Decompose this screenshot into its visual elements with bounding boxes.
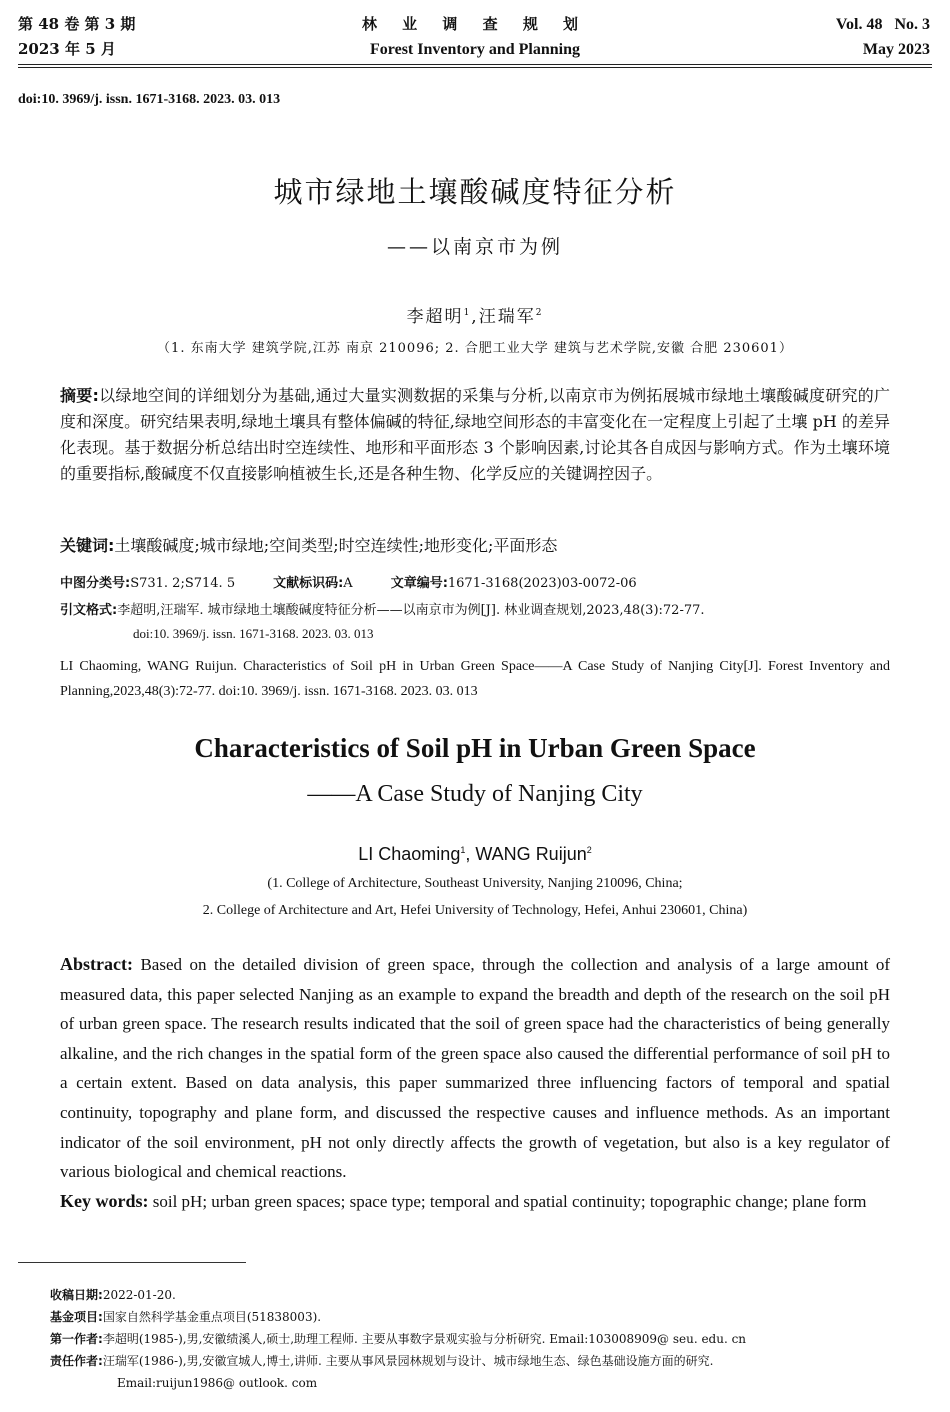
received-label: 收稿日期: [50, 1288, 103, 1302]
abstract-cn [60, 383, 890, 487]
fund-text: 国家自然科学基金重点项目(51838003). [102, 1310, 322, 1324]
abstract-en-label: Abstract: [60, 954, 133, 974]
keywords-en-label: Key words: [60, 1190, 149, 1211]
author-separator: , [471, 307, 479, 327]
volume-en: Vol. 48 No. 3 [835, 16, 930, 33]
journal-title-cn: 林 业 调 查 规 划 [361, 15, 589, 33]
author-name: 李超明 [406, 307, 464, 327]
footnote-rule [18, 1262, 246, 1263]
received-date: 2022-01-20. [102, 1288, 176, 1302]
author-separator: , [465, 844, 476, 864]
first-author-label: 第一作者: [50, 1332, 103, 1346]
doc-code-value: A [343, 576, 353, 591]
author-name: LI Chaoming [358, 844, 461, 864]
affiliation-mark: 1 [463, 308, 472, 318]
clc-label: 中图分类号: [60, 576, 131, 591]
affiliation-en-1: (1. College of Architecture, Southeast University, Nanjing 210096, China; [267, 876, 683, 891]
citation-cn-doi: doi:10. 3969/j. issn. 1671-3168. 2023. 03. 013 [133, 626, 374, 641]
affiliation-en-2: 2. College of Architecture and Art, Hefei University of Technology, Hefei, Anhui 230601, China) [202, 903, 748, 918]
authors-en [0, 844, 950, 865]
author-name: WANG Ruijun [475, 844, 587, 864]
date-cn: 2023 年 5 月 [18, 40, 116, 58]
author-name: 汪瑞军 [478, 307, 536, 327]
abstract-cn-label: 摘要: [60, 386, 99, 405]
article-number-label: 文章编号: [390, 576, 448, 591]
running-header-center [0, 12, 950, 62]
classification-line [60, 572, 900, 596]
doi-line: doi:10. 3969/j. issn. 1671-3168. 2023. 03. 013 [18, 92, 281, 107]
keywords-cn [60, 533, 890, 559]
keywords-cn-text: 土壤酸碱度;城市绿地;空间类型;时空连续性;地形变化;平面形态 [114, 536, 558, 555]
running-header-right [836, 12, 930, 62]
clc-value: S731. 2;S714. 5 [130, 576, 236, 591]
first-author-text: 李超明(1985-),男,安徽绩溪人,硕士,助理工程师. 主要从事数字景观实验与分析研究. Email:103008909@ seu. edu. cn [102, 1332, 747, 1346]
keywords-cn-label: 关键词: [60, 536, 115, 555]
abstract-en-text: Based on the detailed division of green space, through the collection and analysis of a large amount of measured data, this paper selected Nanjing as an example to expand the breadth and depth of the research on the soil pH of urban green space. The research results indicated that the soil of green space had the characteristics of being generally alkaline, and the rich changes in the spatial form of the green space also caused the differential performance of soil pH to a certain extent. Based on data analysis, this paper summarized three influencing factors of temporal and spatial continuity, topography and plane form, and discussed the respective causes and influence methods. As an important indicator of the soil environment, pH not only directly affects the growth of vegetation, but also is a key regulator of various biological and chemical reactions. [60, 955, 891, 1182]
article-subtitle-en: ——A Case Study of Nanjing City [307, 781, 643, 807]
fund-label: 基金项目: [50, 1310, 103, 1324]
date-en: May 2023 [862, 41, 930, 58]
corresponding-author-text: 汪瑞军(1986-),男,安徽宣城人,博士,讲师. 主要从事风景园林规划与设计、城市绿地生态、绿色基础设施方面的研究. [102, 1354, 714, 1368]
doc-code-label: 文献标识码: [273, 576, 344, 591]
article-number-value: 1671-3168(2023)03-0072-06 [447, 576, 637, 591]
abstract-cn-text: 以绿地空间的详细划分为基础,通过大量实测数据的采集与分析,以南京市为例拓展城市绿地土壤酸碱度研究的广度和深度。研究结果表明,绿地土壤具有整体偏碱的特征,绿地空间形态的丰富变化在一定程度上引起了土壤 pH 的差异化表现。基于数据分析总结出时空连续性、地形和平面形态 3 个影响因素,讨论其各自成因与影响方式。作为土壤环境的重要指标,酸碱度不仅直接影响植被生长,还是各种生物、化学反应的关键调控因子。 [60, 386, 890, 483]
citation-cn-text: 李超明,汪瑞军. 城市绿地土壤酸碱度特征分析——以南京市为例[J]. 林业调查规划,2023,48(3):72-77. [117, 603, 705, 618]
corresponding-author-email: Email:ruijun1986@ outlook. com [117, 1376, 318, 1390]
affiliation-mark: 2 [586, 845, 592, 855]
footnote-received [50, 1285, 910, 1305]
article-title-en: Characteristics of Soil pH in Urban Green Space [194, 733, 756, 763]
affiliations-cn: （1. 东南大学 建筑学院,江苏 南京 210096; 2. 合肥工业大学 建筑与艺术学院,安徽 合肥 230601） [157, 341, 793, 356]
header-rule-bottom [18, 67, 932, 68]
footnote-corresponding-author [50, 1351, 910, 1371]
footnote-fund [50, 1307, 910, 1327]
article-subtitle-cn: ——以南京市为例 [386, 236, 563, 258]
corresponding-author-label: 责任作者: [50, 1354, 103, 1368]
authors-cn [0, 302, 950, 327]
citation-en: LI Chaoming, WANG Ruijun. Characteristics of Soil pH in Urban Green Space——A Case Study of Nanjing City[J]. Forest Inventory and Planning,2023,48(3):72-77. doi:10. 3969/j. issn. 1671-3168. 2023. 03. 013 [60, 659, 890, 699]
footnote-first-author [50, 1329, 910, 1349]
journal-title-en: Forest Inventory and Planning [370, 41, 580, 58]
citation-cn [60, 599, 900, 623]
keywords-en-text: soil pH; urban green spaces; space type; temporal and spatial continuity; topographic change; plane form [152, 1191, 867, 1211]
citation-cn-label: 引文格式: [60, 603, 118, 618]
volume-cn: 第 48 卷 第 3 期 [18, 15, 136, 33]
header-rule-top [18, 64, 932, 65]
abstract-en [60, 950, 890, 1216]
article-title-cn: 城市绿地土壤酸碱度特征分析 [273, 175, 677, 209]
affiliation-mark: 2 [535, 308, 544, 318]
affiliation-mark: 1 [460, 845, 466, 855]
